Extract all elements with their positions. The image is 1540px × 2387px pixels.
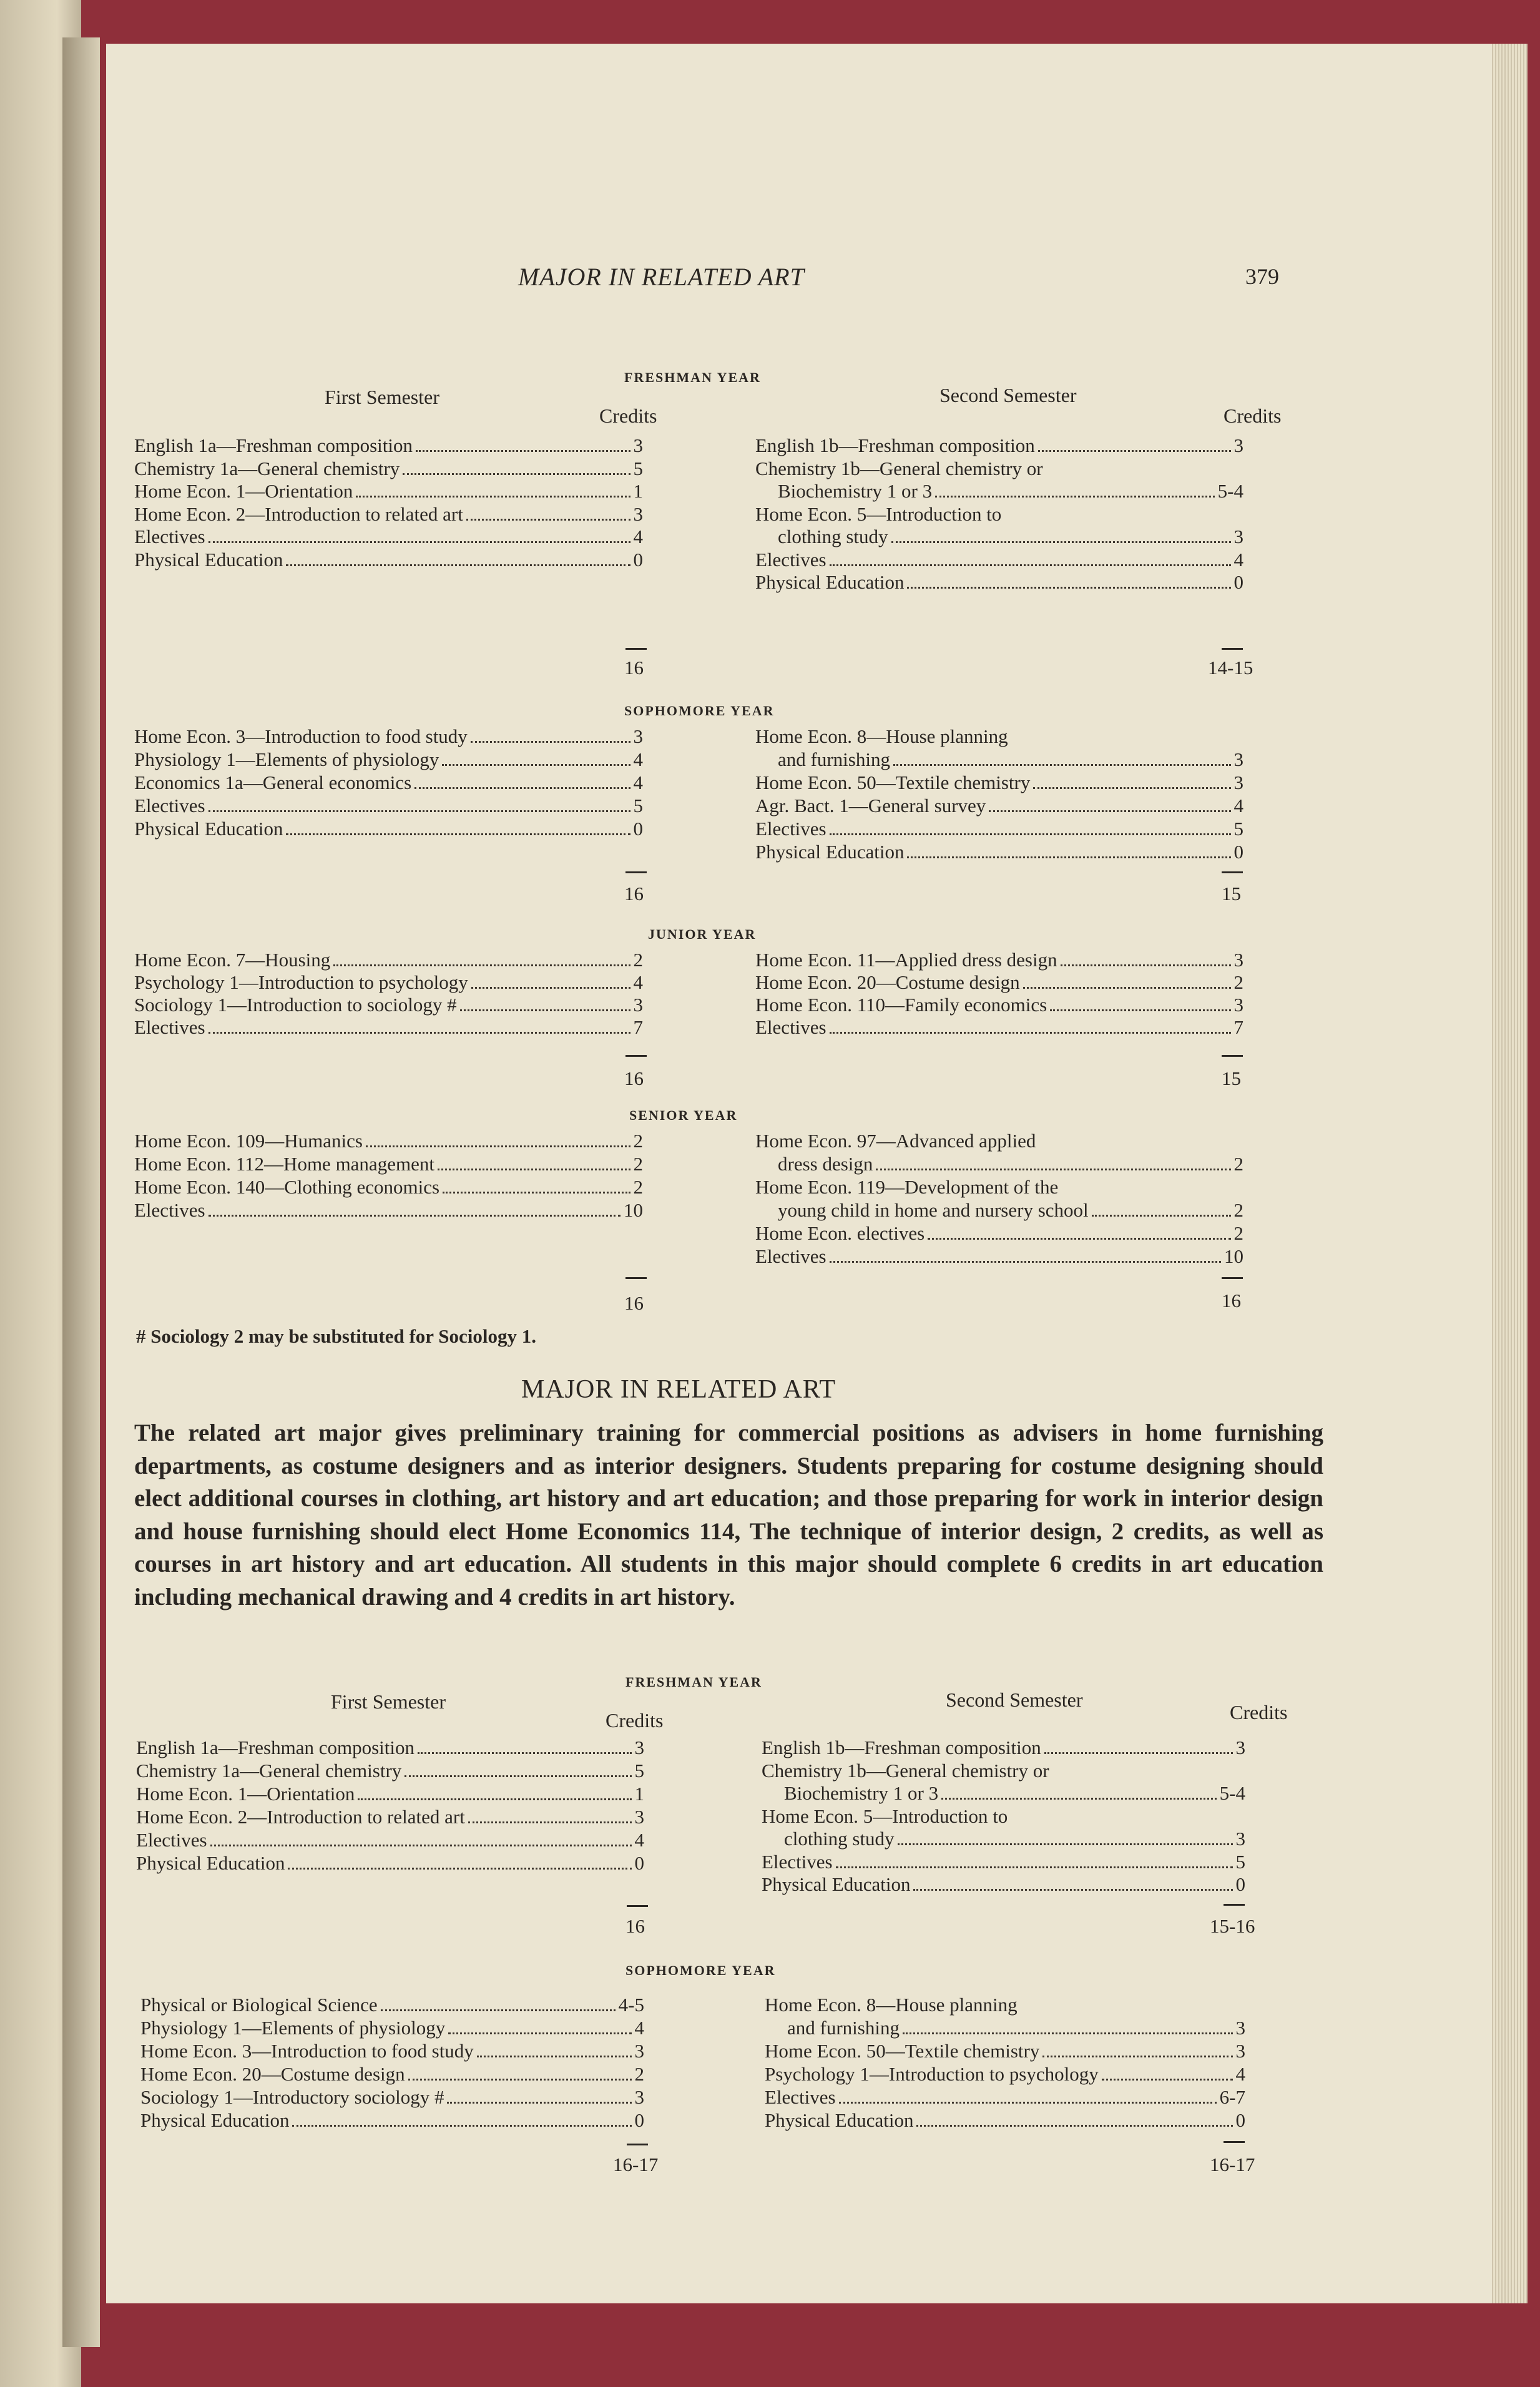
course-credits: 1 bbox=[634, 1783, 644, 1805]
dot-leader bbox=[447, 2102, 631, 2104]
course-credits: 5 bbox=[1235, 1851, 1245, 1873]
course-row bbox=[136, 1783, 644, 1805]
course-credits: 5 bbox=[634, 1760, 644, 1782]
junior-year-caption: JUNIOR YEAR bbox=[648, 926, 757, 942]
dot-leader bbox=[830, 1032, 1231, 1034]
course-credits: 0 bbox=[1235, 2109, 1245, 2131]
freshman-left-total: 16 bbox=[624, 657, 644, 679]
dot-leader bbox=[366, 1145, 630, 1147]
course-row bbox=[136, 1852, 644, 1875]
course-row bbox=[134, 480, 643, 502]
course-row bbox=[140, 2109, 644, 2132]
course-row bbox=[134, 434, 643, 457]
course-name: Physiology 1—Elements of physiology bbox=[140, 2017, 446, 2039]
dot-leader bbox=[1023, 987, 1231, 989]
course-credits: 2 bbox=[633, 949, 643, 971]
running-header: MAJOR IN RELATED ART bbox=[518, 263, 805, 291]
course-credits: 3 bbox=[633, 725, 643, 747]
course-name: Electives bbox=[755, 1016, 826, 1038]
course-name: Agr. Bact. 1—General survey bbox=[755, 795, 986, 816]
course-name: Home Econ. 140—Clothing economics bbox=[134, 1176, 440, 1198]
dot-leader bbox=[405, 1775, 631, 1777]
dot-leader bbox=[928, 1238, 1230, 1240]
course-row bbox=[134, 1016, 643, 1039]
dot-leader bbox=[208, 541, 630, 543]
course-credits: 10 bbox=[1224, 1245, 1243, 1267]
course-credits: 4-5 bbox=[618, 1994, 644, 2016]
course-row bbox=[134, 1153, 643, 1175]
course-name: Biochemistry 1 or 3 bbox=[778, 480, 933, 502]
course-credits: 5 bbox=[1233, 818, 1243, 840]
course-credits: 3 bbox=[634, 2086, 644, 2108]
course-row bbox=[140, 2063, 644, 2086]
freshman-right-total-2: 15-16 bbox=[1210, 1915, 1255, 1937]
course-name: English 1a—Freshman composition bbox=[134, 434, 413, 456]
section-title: MAJOR IN RELATED ART bbox=[521, 1375, 836, 1404]
course-name: Physical Education bbox=[134, 549, 283, 571]
course-credits: 7 bbox=[1233, 1016, 1243, 1038]
dot-leader bbox=[989, 810, 1230, 812]
course-name: Home Econ. 7—Housing bbox=[134, 949, 331, 971]
dot-leader bbox=[208, 1032, 630, 1034]
dot-leader bbox=[839, 2102, 1217, 2104]
course-row: Chemistry 1b—General chemistry or bbox=[762, 1760, 1049, 1782]
credits-heading-right-2: Credits bbox=[1230, 1701, 1288, 1723]
course-row bbox=[765, 2040, 1245, 2062]
course-row bbox=[755, 434, 1243, 457]
dot-leader bbox=[830, 1261, 1221, 1263]
course-row: Home Econ. 119—Development of the bbox=[755, 1176, 1059, 1198]
course-row bbox=[134, 949, 643, 971]
course-row bbox=[134, 1176, 643, 1198]
course-row bbox=[778, 480, 1243, 502]
course-credits: 2 bbox=[633, 1130, 643, 1152]
dot-leader bbox=[448, 2032, 631, 2034]
credits-heading-right: Credits bbox=[1224, 404, 1282, 427]
course-row bbox=[765, 2109, 1245, 2132]
sophomore-left-total: 16 bbox=[624, 883, 644, 904]
course-row bbox=[755, 1222, 1243, 1245]
course-name: English 1b—Freshman composition bbox=[755, 434, 1035, 456]
dot-leader bbox=[1050, 1009, 1230, 1011]
course-credits: 10 bbox=[624, 1199, 643, 1221]
course-row bbox=[134, 549, 643, 571]
dot-leader bbox=[414, 787, 630, 789]
course-name: Physical Education bbox=[140, 2109, 290, 2131]
course-name: and furnishing bbox=[778, 748, 890, 770]
course-row bbox=[762, 1737, 1245, 1759]
course-row bbox=[134, 818, 643, 840]
total-rule bbox=[1224, 1904, 1245, 1906]
dot-leader bbox=[333, 964, 630, 966]
freshman-left-total-2: 16 bbox=[625, 1915, 645, 1937]
course-row bbox=[765, 2086, 1245, 2109]
course-credits: 3 bbox=[633, 434, 643, 456]
course-row bbox=[140, 2086, 644, 2109]
course-row bbox=[134, 458, 643, 480]
dot-leader bbox=[830, 564, 1231, 566]
total-rule bbox=[1222, 1055, 1243, 1057]
course-credits: 2 bbox=[633, 1176, 643, 1198]
course-credits: 3 bbox=[1233, 748, 1243, 770]
course-credits: 3 bbox=[1233, 949, 1243, 971]
course-credits: 3 bbox=[634, 1737, 644, 1758]
course-row bbox=[755, 772, 1243, 794]
course-row bbox=[778, 1199, 1243, 1222]
dot-leader bbox=[907, 856, 1230, 858]
course-credits: 4 bbox=[1235, 2063, 1245, 2085]
dot-leader bbox=[438, 1169, 630, 1170]
dot-leader bbox=[468, 1821, 632, 1823]
course-name: Electives bbox=[134, 1016, 205, 1038]
total-rule bbox=[625, 1277, 647, 1279]
course-credits: 2 bbox=[1233, 1222, 1243, 1244]
course-row bbox=[755, 994, 1243, 1016]
course-row bbox=[136, 1760, 644, 1782]
course-row bbox=[140, 2017, 644, 2039]
book-gutter bbox=[62, 37, 100, 2347]
dot-leader bbox=[418, 1752, 631, 1754]
course-credits: 0 bbox=[1233, 571, 1243, 593]
course-row bbox=[778, 526, 1243, 548]
course-name: Physical Education bbox=[755, 571, 905, 593]
total-rule bbox=[1222, 1277, 1243, 1279]
dot-leader bbox=[358, 1798, 631, 1800]
course-name: Home Econ. 110—Family economics bbox=[755, 994, 1047, 1016]
course-credits: 3 bbox=[634, 1806, 644, 1828]
dot-leader bbox=[1102, 2079, 1233, 2081]
course-name: Electives bbox=[136, 1829, 207, 1851]
course-row bbox=[778, 1153, 1243, 1175]
dot-leader bbox=[903, 2032, 1233, 2034]
dot-leader bbox=[1042, 2056, 1232, 2057]
course-name: Home Econ. 50—Textile chemistry bbox=[765, 2040, 1040, 2062]
first-semester-heading: First Semester bbox=[325, 386, 439, 408]
course-row bbox=[784, 1782, 1245, 1805]
course-credits: 0 bbox=[634, 1852, 644, 1874]
course-row bbox=[134, 748, 643, 771]
course-name: Electives bbox=[765, 2086, 836, 2108]
dot-leader bbox=[460, 1009, 630, 1011]
total-rule bbox=[1222, 648, 1243, 650]
course-name: Home Econ. 11—Applied dress design bbox=[755, 949, 1057, 971]
course-name: Electives bbox=[755, 1245, 826, 1267]
course-row bbox=[755, 571, 1243, 594]
dot-leader bbox=[210, 1845, 632, 1846]
course-row bbox=[134, 795, 643, 817]
course-credits: 3 bbox=[1233, 994, 1243, 1016]
course-name: Home Econ. 112—Home management bbox=[134, 1153, 434, 1175]
total-rule bbox=[625, 871, 647, 873]
junior-left-total: 16 bbox=[624, 1067, 644, 1089]
senior-left-total: 16 bbox=[624, 1292, 644, 1314]
senior-right-total: 16 bbox=[1222, 1290, 1241, 1311]
course-credits: 3 bbox=[633, 503, 643, 525]
total-rule bbox=[627, 2144, 648, 2145]
total-rule bbox=[1222, 871, 1243, 873]
course-row bbox=[755, 949, 1243, 971]
course-credits: 0 bbox=[1233, 841, 1243, 863]
dot-leader bbox=[891, 541, 1231, 543]
course-row bbox=[755, 841, 1243, 863]
dot-leader bbox=[286, 564, 630, 566]
course-row bbox=[784, 1828, 1245, 1850]
junior-right-total: 15 bbox=[1222, 1067, 1241, 1089]
dot-leader bbox=[836, 1866, 1233, 1868]
course-credits: 4 bbox=[633, 772, 643, 793]
course-credits: 3 bbox=[634, 2040, 644, 2062]
course-row bbox=[134, 526, 643, 548]
course-name: young child in home and nursery school bbox=[778, 1199, 1089, 1221]
course-credits: 1 bbox=[633, 480, 643, 502]
course-name: Home Econ. electives bbox=[755, 1222, 925, 1244]
course-row bbox=[136, 1829, 644, 1851]
course-credits: 4 bbox=[1233, 795, 1243, 816]
course-row bbox=[762, 1851, 1245, 1873]
dot-leader bbox=[941, 1798, 1217, 1800]
course-credits: 0 bbox=[633, 549, 643, 571]
course-row bbox=[765, 2063, 1245, 2086]
course-credits: 2 bbox=[634, 2063, 644, 2085]
course-row bbox=[755, 1016, 1243, 1039]
course-credits: 5-4 bbox=[1217, 480, 1243, 502]
course-row bbox=[755, 549, 1243, 571]
course-name: Physical Education bbox=[136, 1852, 285, 1874]
sophomore-year-caption-2: SOPHOMORE YEAR bbox=[625, 1963, 776, 1978]
course-name: Physical Education bbox=[755, 841, 905, 863]
course-row bbox=[136, 1737, 644, 1759]
course-credits: 5 bbox=[633, 795, 643, 816]
freshman-right-total: 14-15 bbox=[1208, 657, 1253, 679]
dot-leader bbox=[916, 2125, 1232, 2127]
course-row bbox=[755, 1245, 1243, 1268]
course-name: Electives bbox=[755, 818, 826, 840]
total-rule bbox=[627, 1905, 648, 1907]
course-row bbox=[134, 971, 643, 994]
course-row bbox=[755, 795, 1243, 817]
dot-leader bbox=[442, 764, 630, 766]
course-credits: 2 bbox=[1233, 1153, 1243, 1175]
course-name: Electives bbox=[134, 1199, 205, 1221]
course-row bbox=[134, 1130, 643, 1152]
course-credits: 0 bbox=[633, 818, 643, 840]
dot-leader bbox=[1061, 964, 1231, 966]
course-name: Electives bbox=[134, 526, 205, 547]
dot-leader bbox=[893, 764, 1231, 766]
dot-leader bbox=[286, 833, 630, 835]
dot-leader bbox=[935, 496, 1215, 497]
course-row: Home Econ. 5—Introduction to bbox=[755, 503, 1002, 525]
sociology-footnote: # Sociology 2 may be substituted for Sociology 1. bbox=[136, 1325, 536, 1347]
course-row bbox=[140, 2040, 644, 2062]
course-name: Economics 1a—General economics bbox=[134, 772, 412, 793]
senior-year-caption: SENIOR YEAR bbox=[629, 1107, 738, 1123]
sophomore-right-total: 15 bbox=[1222, 883, 1241, 904]
course-credits: 2 bbox=[633, 1153, 643, 1175]
course-row bbox=[778, 748, 1243, 771]
course-credits: 3 bbox=[633, 994, 643, 1016]
course-name: Physical Education bbox=[134, 818, 283, 840]
dot-leader bbox=[830, 833, 1231, 835]
dot-leader bbox=[907, 587, 1230, 589]
course-name: English 1b—Freshman composition bbox=[762, 1737, 1041, 1758]
course-row bbox=[134, 503, 643, 526]
course-credits: 3 bbox=[1235, 1737, 1245, 1758]
dot-leader bbox=[356, 496, 630, 497]
sophomore-year-caption: SOPHOMORE YEAR bbox=[624, 703, 775, 718]
dot-leader bbox=[292, 2125, 631, 2127]
course-credits: 5-4 bbox=[1219, 1782, 1245, 1804]
course-credits: 4 bbox=[1233, 549, 1243, 571]
course-name: Sociology 1—Introductory sociology # bbox=[140, 2086, 444, 2108]
dot-leader bbox=[898, 1843, 1233, 1845]
course-credits: 3 bbox=[1233, 526, 1243, 547]
course-row: Home Econ. 5—Introduction to bbox=[762, 1805, 1008, 1827]
course-row: Home Econ. 8—House planning bbox=[765, 1994, 1018, 2016]
dot-leader bbox=[443, 1192, 630, 1194]
course-name: Physical or Biological Science bbox=[140, 1994, 378, 2016]
course-name: clothing study bbox=[784, 1828, 895, 1850]
dot-leader bbox=[876, 1169, 1230, 1170]
course-credits: 4 bbox=[633, 971, 643, 993]
course-name: English 1a—Freshman composition bbox=[136, 1737, 415, 1758]
course-credits: 4 bbox=[633, 748, 643, 770]
dot-leader bbox=[477, 2056, 632, 2057]
credits-heading-left-2: Credits bbox=[606, 1709, 664, 1732]
course-name: Physical Education bbox=[762, 1873, 911, 1895]
course-name: Physiology 1—Elements of physiology bbox=[134, 748, 439, 770]
dot-leader bbox=[466, 519, 630, 521]
course-name: Electives bbox=[134, 795, 205, 816]
course-name: Home Econ. 2—Introduction to related art bbox=[134, 503, 463, 525]
sophomore-right-total-2: 16-17 bbox=[1210, 2154, 1255, 2175]
freshman-year-caption: FRESHMAN YEAR bbox=[624, 370, 761, 385]
course-name: Home Econ. 20—Costume design bbox=[140, 2063, 405, 2085]
course-name: Psychology 1—Introduction to psychology bbox=[134, 971, 468, 993]
course-credits: 3 bbox=[1235, 2017, 1245, 2039]
second-semester-heading-2: Second Semester bbox=[946, 1689, 1083, 1711]
course-credits: 3 bbox=[1235, 2040, 1245, 2062]
course-credits: 2 bbox=[1233, 1199, 1243, 1221]
course-row bbox=[755, 818, 1243, 840]
course-credits: 2 bbox=[1233, 971, 1243, 993]
course-name: Psychology 1—Introduction to psychology bbox=[765, 2063, 1099, 2085]
course-row bbox=[755, 971, 1243, 994]
dot-leader bbox=[471, 741, 630, 743]
course-credits: 6-7 bbox=[1219, 2086, 1245, 2108]
course-name: Home Econ. 2—Introduction to related art bbox=[136, 1806, 465, 1828]
total-rule bbox=[625, 1055, 647, 1057]
course-row bbox=[134, 1199, 643, 1222]
dot-leader bbox=[471, 987, 630, 989]
dot-leader bbox=[1092, 1215, 1231, 1217]
course-credits: 3 bbox=[1235, 1828, 1245, 1850]
course-row bbox=[140, 1994, 644, 2016]
course-credits: 0 bbox=[1235, 1873, 1245, 1895]
course-row: Home Econ. 97—Advanced applied bbox=[755, 1130, 1036, 1152]
major-description: The related art major gives preliminary training for commercial positions as advisers in home furnishing departments, as costume designers and as interior designers. Students preparing for costume designing should elect additional courses in clothing, art history and art education; and those preparing for work in interior design and house furnishing should elect Home Economics 114, The technique of interior design, 2 credits, as well as courses in art history and art education. All students in this major should complete 6 credits in art education including mechanical drawing and 4 credits in art history. bbox=[134, 1419, 1323, 1610]
credits-heading-left: Credits bbox=[599, 404, 657, 427]
course-row bbox=[787, 2017, 1245, 2039]
dot-leader bbox=[1038, 450, 1231, 452]
course-name: Home Econ. 1—Orientation bbox=[136, 1783, 355, 1805]
course-credits: 4 bbox=[633, 526, 643, 547]
course-name: Home Econ. 3—Introduction to food study bbox=[134, 725, 468, 747]
course-name: clothing study bbox=[778, 526, 888, 547]
course-row bbox=[762, 1873, 1245, 1896]
sophomore-left-total-2: 16-17 bbox=[613, 2154, 659, 2175]
dot-leader bbox=[208, 1215, 620, 1217]
course-row bbox=[134, 725, 643, 748]
dot-leader bbox=[408, 2079, 632, 2081]
dot-leader bbox=[913, 1889, 1232, 1891]
dot-leader bbox=[208, 810, 630, 812]
course-row bbox=[134, 772, 643, 794]
dot-leader bbox=[288, 1868, 631, 1870]
book-page bbox=[106, 44, 1492, 2303]
course-credits: 5 bbox=[633, 458, 643, 479]
course-credits: 4 bbox=[634, 1829, 644, 1851]
course-name: Electives bbox=[762, 1851, 833, 1873]
course-row: Home Econ. 8—House planning bbox=[755, 725, 1008, 747]
course-name: Home Econ. 50—Textile chemistry bbox=[755, 772, 1031, 793]
dot-leader bbox=[416, 450, 630, 452]
freshman-year-caption-2: FRESHMAN YEAR bbox=[625, 1674, 762, 1690]
course-name: Electives bbox=[755, 549, 826, 571]
course-name: Chemistry 1a—General chemistry bbox=[136, 1760, 402, 1782]
total-rule bbox=[1224, 2141, 1245, 2143]
course-credits: 3 bbox=[1233, 772, 1243, 793]
second-semester-heading: Second Semester bbox=[939, 384, 1077, 406]
course-row bbox=[134, 994, 643, 1016]
dot-leader bbox=[1033, 787, 1230, 789]
course-name: Biochemistry 1 or 3 bbox=[784, 1782, 939, 1804]
course-credits: 0 bbox=[634, 2109, 644, 2131]
course-name: Chemistry 1a—General chemistry bbox=[134, 458, 400, 479]
course-name: dress design bbox=[778, 1153, 873, 1175]
first-semester-heading-2: First Semester bbox=[331, 1690, 446, 1713]
course-credits: 3 bbox=[1233, 434, 1243, 456]
course-name: and furnishing bbox=[787, 2017, 900, 2039]
course-row bbox=[136, 1806, 644, 1828]
course-credits: 4 bbox=[634, 2017, 644, 2039]
course-name: Sociology 1—Introduction to sociology # bbox=[134, 994, 457, 1016]
dot-leader bbox=[1044, 1752, 1233, 1754]
page-number: 379 bbox=[1245, 264, 1279, 289]
course-name: Physical Education bbox=[765, 2109, 914, 2131]
dot-leader bbox=[381, 2009, 616, 2011]
course-name: Home Econ. 109—Humanics bbox=[134, 1130, 363, 1152]
course-row: Chemistry 1b—General chemistry or bbox=[755, 458, 1043, 479]
total-rule bbox=[625, 648, 647, 650]
course-name: Home Econ. 20—Costume design bbox=[755, 971, 1020, 993]
course-name: Home Econ. 3—Introduction to food study bbox=[140, 2040, 474, 2062]
dot-leader bbox=[403, 473, 630, 475]
course-name: Home Econ. 1—Orientation bbox=[134, 480, 353, 502]
course-credits: 7 bbox=[633, 1016, 643, 1038]
